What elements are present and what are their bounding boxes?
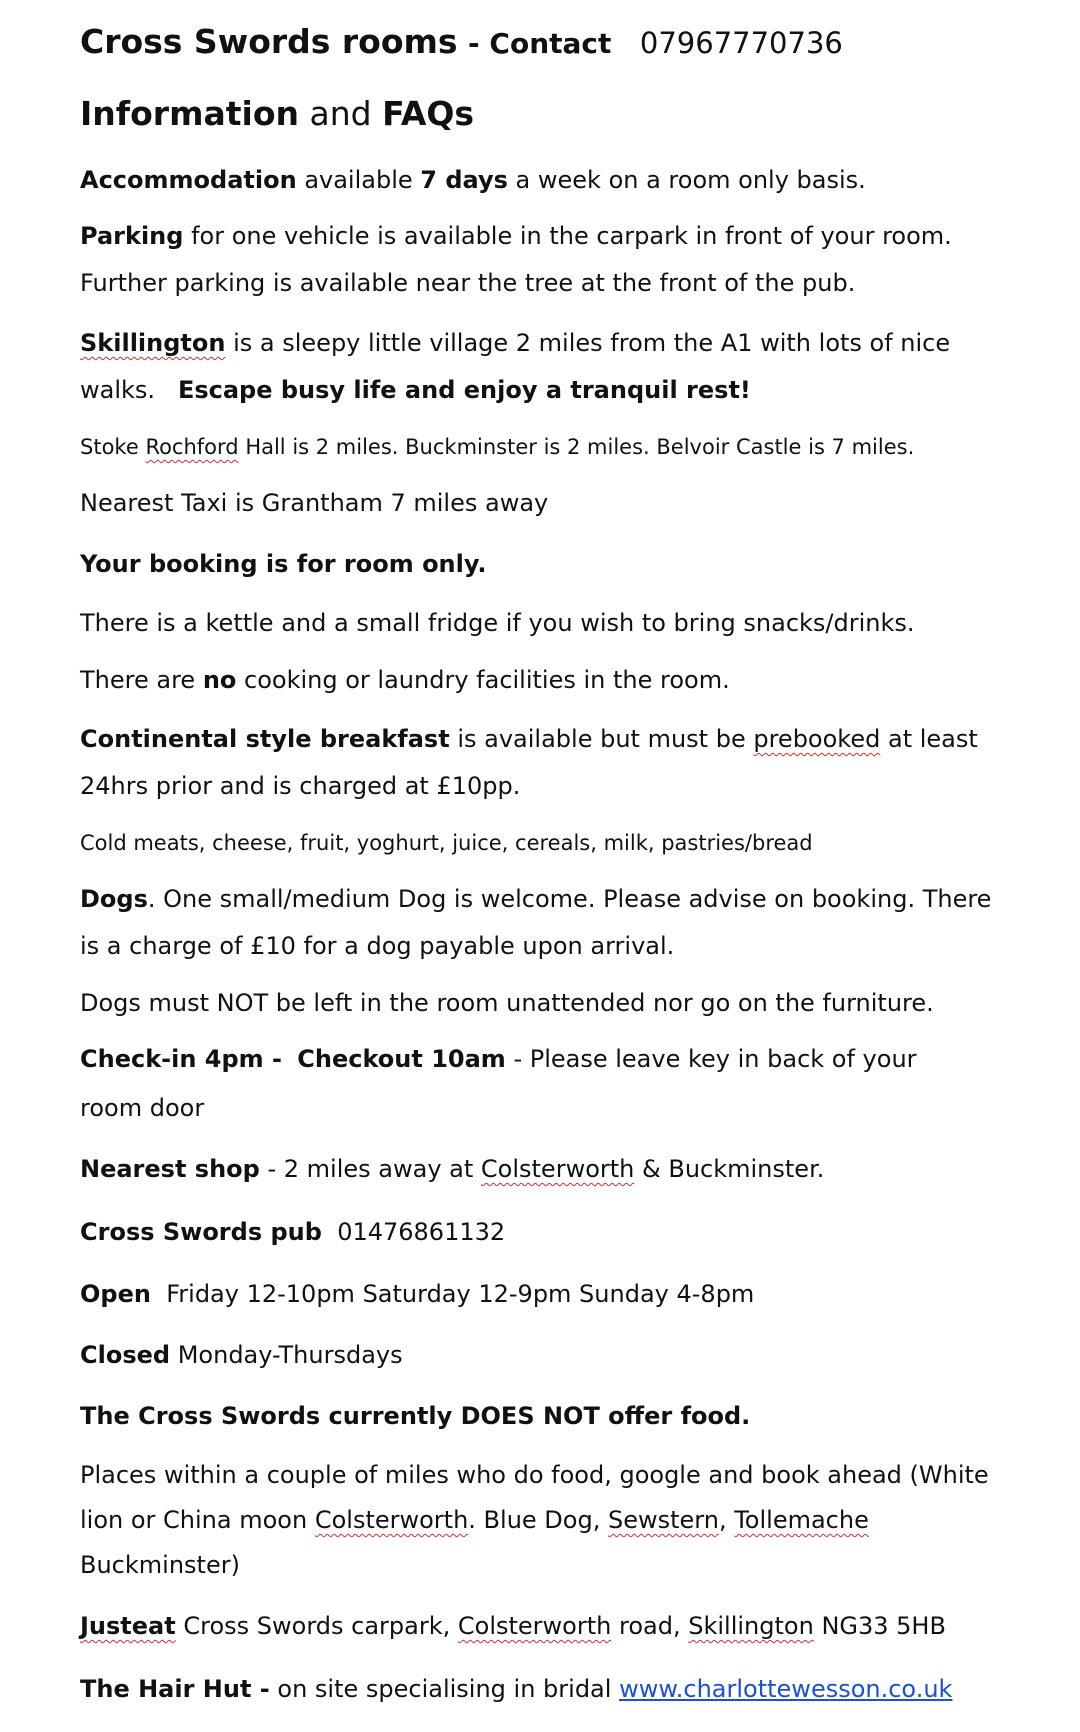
dogs-line-2: is a charge of £10 for a dog payable upon arrival.: [80, 932, 675, 960]
breakfast-text-1: is available but must be: [457, 725, 746, 753]
places-tollemache: Tollemache: [734, 1506, 869, 1534]
hair-website-link[interactable]: www.charlottewesson.co.uk: [619, 1675, 953, 1703]
subtitle-faqs: FAQs: [382, 94, 475, 133]
food-notice-bold: The Cross Swords currently DOES NOT offer food.: [80, 1402, 751, 1430]
accommodation-text-1: available: [304, 166, 413, 194]
closed-bold: Closed: [80, 1341, 171, 1369]
facilities-text-1: There are: [80, 666, 196, 694]
pub-phone: 01476861132: [337, 1218, 506, 1246]
accommodation-text-2: a week on a room only basis.: [515, 166, 866, 194]
places-sewstern: Sewstern: [607, 1506, 719, 1534]
document-subtitle: [80, 94, 474, 133]
hair-bold: The Hair Hut -: [80, 1675, 270, 1703]
checkin-text-1: - Please leave key in back of your: [513, 1045, 917, 1073]
places-line-3: Buckminster): [80, 1551, 240, 1579]
justeat-line: [80, 1603, 946, 1650]
nearby-rochford: Rochford: [145, 435, 239, 459]
kettle-line: There is a kettle and a small fridge if you wish to bring snacks/drinks.: [80, 609, 915, 637]
checkin-bold: Check-in 4pm -: [80, 1045, 282, 1073]
shop-text-2: & Buckminster.: [642, 1155, 825, 1183]
title-contact-phone: 07967770736: [639, 26, 843, 60]
breakfast-line-1: [80, 716, 978, 763]
food-notice: [80, 1393, 750, 1440]
parking-text-1: for one vehicle is available in the carpark in front of your room.: [191, 222, 952, 250]
breakfast-bold: Continental style breakfast: [80, 725, 450, 753]
taxi-line: Nearest Taxi is Grantham 7 miles away: [80, 489, 549, 517]
subtitle-and: and: [309, 94, 372, 133]
skillington-text-1: is a sleepy little village 2 miles from the A1 with lots of nice: [233, 329, 951, 357]
dogs-rule: Dogs must NOT be left in the room unattended nor go on the furniture.: [80, 989, 934, 1017]
title-name: Cross Swords rooms: [80, 22, 458, 61]
parking-bold: Parking: [80, 222, 184, 250]
skillington-line-1: [80, 320, 950, 367]
places-line-1: Places within a couple of miles who do food, google and book ahead (White: [80, 1461, 989, 1489]
facilities-text-2: cooking or laundry facilities in the room.: [244, 666, 730, 694]
pub-bold: Cross Swords pub: [80, 1218, 322, 1246]
checkin-line-1: [80, 1036, 917, 1083]
checkin-line-2: room door: [80, 1094, 205, 1122]
justeat-skillington: Skillington: [688, 1612, 814, 1640]
breakfast-line-2: 24hrs prior and is charged at £10pp.: [80, 772, 521, 800]
parking-line-2: Further parking is available near the tree at the front of the pub.: [80, 269, 856, 297]
breakfast-items: Cold meats, cheese, fruit, yoghurt, juice, cereals, milk, pastries/bread: [80, 831, 813, 855]
title-contact-label: Contact: [489, 27, 612, 60]
dogs-bold: Dogs: [80, 885, 148, 913]
open-line: [80, 1271, 754, 1318]
booking-bold: Your booking is for room only.: [80, 550, 487, 578]
checkout-bold: Checkout 10am: [297, 1045, 506, 1073]
booking-line: [80, 541, 486, 588]
places-colsterworth: Colsterworth: [314, 1506, 469, 1534]
shop-bold: Nearest shop: [80, 1155, 260, 1183]
skillington-bold: Skillington: [80, 329, 226, 357]
skillington-text-2: walks.: [80, 376, 156, 404]
breakfast-text-2: at least: [887, 725, 978, 753]
justeat-text-3: NG33 5HB: [821, 1612, 946, 1640]
pub-line: [80, 1209, 505, 1256]
places-text-2: . Blue Dog,: [468, 1506, 601, 1534]
accommodation-days: 7 days: [420, 166, 508, 194]
accommodation-line: [80, 157, 866, 204]
justeat-text-2: road,: [619, 1612, 681, 1640]
dogs-text-1: . One small/medium Dog is welcome. Please advise on booking. There: [147, 885, 992, 913]
justeat-text-1: Cross Swords carpark,: [183, 1612, 451, 1640]
places-text-3: ,: [718, 1506, 727, 1534]
closed-line: [80, 1332, 403, 1379]
shop-colsterworth: Colsterworth: [480, 1155, 635, 1183]
hair-text: on site specialising in bridal: [277, 1675, 612, 1703]
places-text-1: lion or China moon: [80, 1506, 308, 1534]
open-text: Friday 12-10pm Saturday 12-9pm Sunday 4-8pm: [166, 1280, 755, 1308]
document-title: Cross Swords rooms - Contact 07967770736: [80, 22, 843, 61]
subtitle-information: Information: [80, 94, 299, 133]
parking-line-1: [80, 213, 952, 260]
open-bold: Open: [80, 1280, 151, 1308]
hair-line: [80, 1666, 952, 1713]
nearby-text-1: Stoke: [80, 435, 139, 459]
nearby-line: [80, 424, 914, 471]
facilities-bold: no: [202, 666, 237, 694]
places-line-2: [80, 1497, 869, 1544]
breakfast-prebooked: prebooked: [753, 725, 881, 753]
justeat-colsterworth: Colsterworth: [457, 1612, 612, 1640]
accommodation-bold: Accommodation: [80, 166, 297, 194]
closed-text: Monday-Thursdays: [177, 1341, 403, 1369]
justeat-bold: Justeat: [80, 1612, 176, 1640]
shop-text-1: - 2 miles away at: [267, 1155, 474, 1183]
dogs-line-1: [80, 876, 991, 923]
skillington-line-2: [80, 367, 751, 414]
facilities-line: [80, 657, 730, 704]
nearby-text-2: Hall is 2 miles. Buckminster is 2 miles. Belvoir Castle is 7 miles.: [245, 435, 915, 459]
skillington-slogan: Escape busy life and enjoy a tranquil rest!: [177, 376, 751, 404]
shop-line: [80, 1146, 824, 1193]
